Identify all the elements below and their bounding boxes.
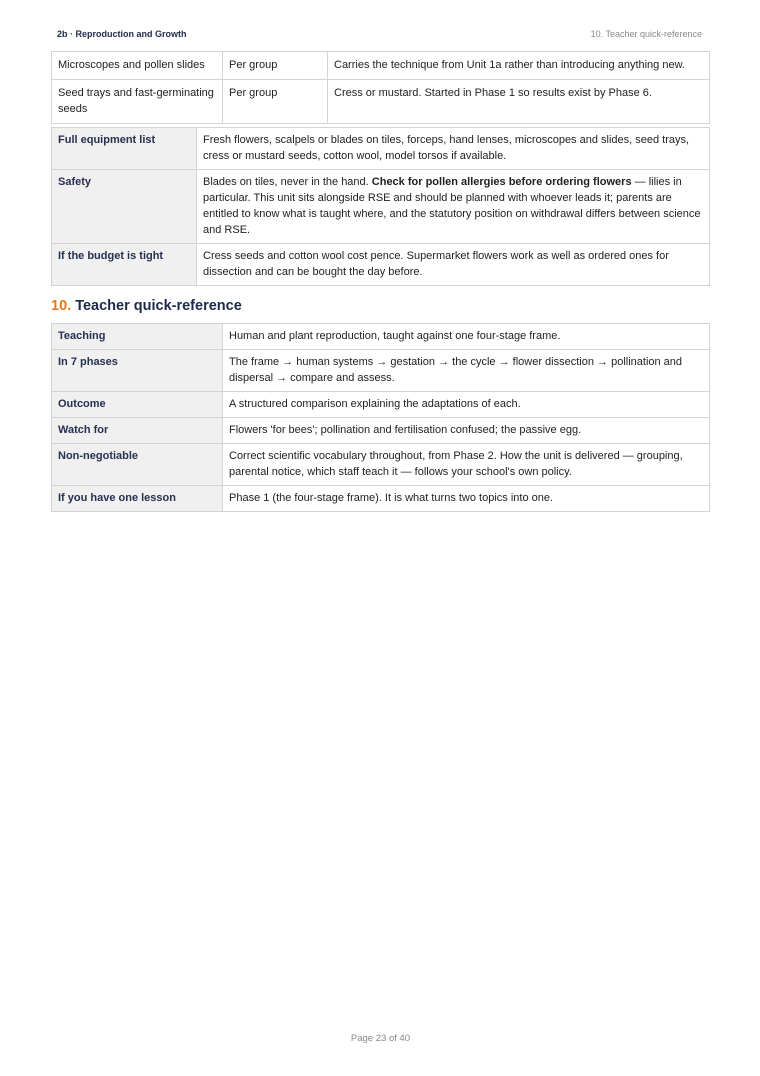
table-row [52, 444, 710, 486]
equipment-item: Microscopes and pollen slides [52, 52, 223, 80]
row-text: Phase 1 (the four-stage frame). It is what turns two topics into one. [223, 486, 710, 512]
row-text: Correct scientific vocabulary throughout, from Phase 2. How the unit is delivered — grouping, parental notice, which staff teach it — follows your school's own policy. [223, 444, 710, 486]
running-header [57, 29, 702, 43]
table-row [52, 80, 710, 124]
equipment-table [51, 51, 710, 124]
row-text: Cress seeds and cotton wool cost pence. Supermarket flowers work as well as ordered ones for dissection and can be bought the day before. [197, 244, 710, 286]
quick-reference-table [51, 323, 710, 512]
row-label: Outcome [52, 392, 223, 418]
equipment-quantity: Per group [223, 80, 328, 124]
unit-title: 2b · Reproduction and Growth [57, 29, 187, 39]
row-text: Fresh flowers, scalpels or blades on tiles, forceps, hand lenses, microscopes and slides, seed trays, cress or mustard seeds, cotton wool, model torsos if available. [197, 128, 710, 170]
table-row [52, 244, 710, 286]
equipment-note: Carries the technique from Unit 1a rather than introducing anything new. [328, 52, 710, 80]
table-row [52, 324, 710, 350]
row-text: A structured comparison explaining the adaptations of each. [223, 392, 710, 418]
table-row [52, 170, 710, 244]
table-row [52, 52, 710, 80]
row-label: In 7 phases [52, 350, 223, 392]
row-label: If the budget is tight [52, 244, 197, 286]
row-label: Watch for [52, 418, 223, 444]
row-text: Human and plant reproduction, taught against one four-stage frame. [223, 324, 710, 350]
page [51, 0, 710, 1076]
row-text: Flowers 'for bees'; pollination and fertilisation confused; the passive egg. [223, 418, 710, 444]
table-row [52, 392, 710, 418]
section-number: 10. [51, 298, 72, 314]
safety-text-end: — lilies in particular. This unit sits alongside RSE and should be planned with whoever leads it; parents are entitled to know what is taught where, and the statutory position on withdrawal differs between science and RSE. [203, 176, 701, 236]
allergy-warning: Check for pollen allergies before ordering flowers [371, 176, 632, 188]
row-label: Teaching [52, 324, 223, 350]
table-row [52, 350, 710, 392]
page-number: Page 23 of 40 [350, 1033, 411, 1044]
row-text: The frame → human systems → gestation → the cycle → flower dissection → pollination and dispersal → compare and assess. [223, 350, 710, 392]
section-heading [51, 298, 242, 314]
safety-text-start: Blades on tiles, never in the hand. [203, 176, 372, 188]
table-row [52, 486, 710, 512]
table-row [52, 418, 710, 444]
table-row [52, 128, 710, 170]
section-title-header: 10. Teacher quick-reference [590, 29, 702, 39]
row-label: Safety [52, 170, 197, 244]
equipment-item: Seed trays and fast-germinating seeds [52, 80, 223, 124]
equipment-summary-table [51, 127, 710, 286]
row-label: If you have one lesson [52, 486, 223, 512]
equipment-note: Cress or mustard. Started in Phase 1 so results exist by Phase 6. [328, 80, 710, 124]
safety-text [197, 170, 710, 244]
row-label: Non-negotiable [52, 444, 223, 486]
equipment-quantity: Per group [223, 52, 328, 80]
section-title: Teacher quick-reference [75, 298, 242, 314]
row-label: Full equipment list [52, 128, 197, 170]
